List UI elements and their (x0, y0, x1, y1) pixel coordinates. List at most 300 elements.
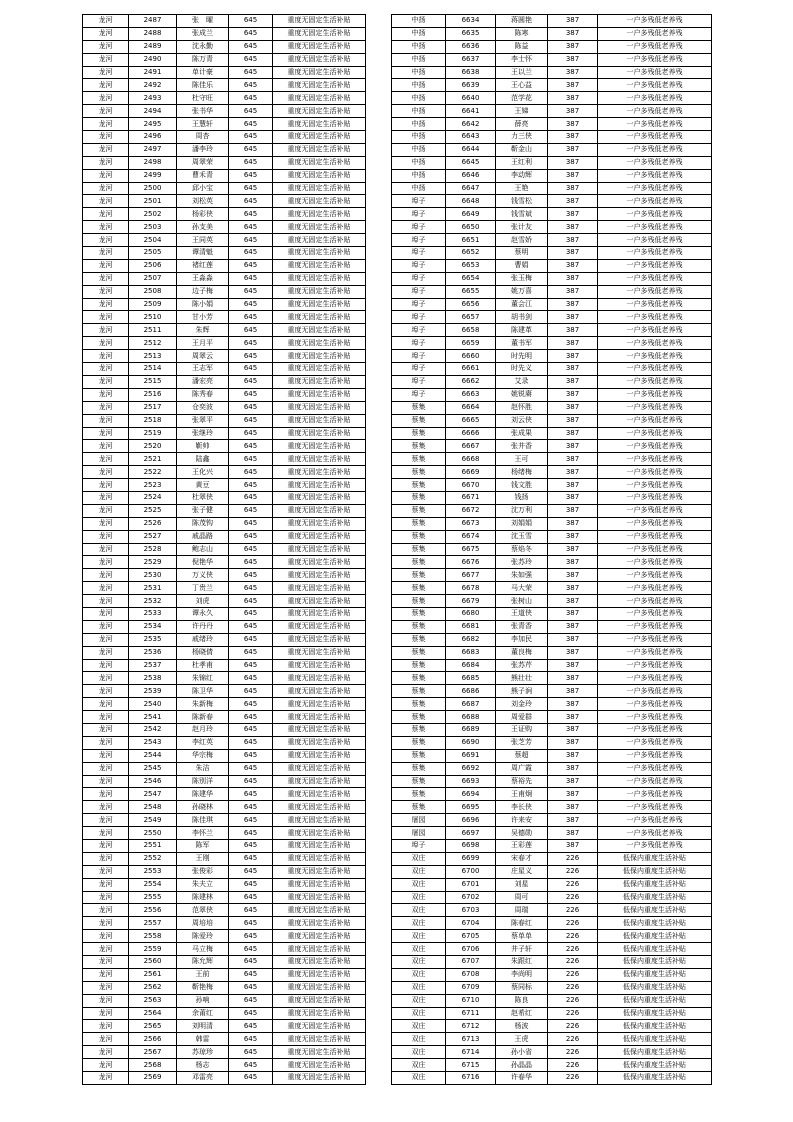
table-row (392, 118, 712, 131)
category-cell: 一户多残低老养残 (598, 453, 712, 466)
town-cell: 蔡集 (392, 607, 446, 620)
amount-cell: 387 (548, 672, 598, 685)
serial-cell: 6655 (446, 285, 496, 298)
name-cell: 谭永久 (177, 607, 229, 620)
serial-cell: 2490 (129, 53, 177, 66)
town-cell: 蔡集 (392, 633, 446, 646)
name-cell: 周培培 (177, 917, 229, 930)
category-cell: 重度无固定生活补贴 (273, 659, 366, 672)
town-cell: 蔡集 (392, 440, 446, 453)
town-cell: 龙河 (83, 517, 129, 530)
amount-cell: 387 (548, 607, 598, 620)
town-cell: 龙河 (83, 981, 129, 994)
table-row (83, 582, 366, 595)
amount-cell: 645 (229, 466, 273, 479)
amount-cell: 387 (548, 711, 598, 724)
amount-cell: 645 (229, 620, 273, 633)
name-cell: 杨志 (177, 1059, 229, 1072)
serial-cell: 6679 (446, 595, 496, 608)
town-cell: 龙河 (83, 556, 129, 569)
serial-cell: 6708 (446, 968, 496, 981)
name-cell: 胡书剑 (496, 311, 548, 324)
serial-cell: 6666 (446, 427, 496, 440)
name-cell: 张继玲 (177, 427, 229, 440)
category-cell: 一户多残低老养残 (598, 698, 712, 711)
amount-cell: 387 (548, 827, 598, 840)
town-cell: 龙河 (83, 698, 129, 711)
town-cell: 埠子 (392, 234, 446, 247)
town-cell: 双庄 (392, 1059, 446, 1072)
amount-cell: 645 (229, 491, 273, 504)
amount-cell: 645 (229, 247, 273, 260)
amount-cell: 645 (229, 479, 273, 492)
town-cell: 蔡集 (392, 595, 446, 608)
town-cell: 龙河 (83, 401, 129, 414)
serial-cell: 2492 (129, 79, 177, 92)
table-row (392, 569, 712, 582)
name-cell: 朱如强 (496, 569, 548, 582)
town-cell: 龙河 (83, 891, 129, 904)
amount-cell: 645 (229, 595, 273, 608)
town-cell: 龙河 (83, 466, 129, 479)
serial-cell: 6663 (446, 388, 496, 401)
serial-cell: 2499 (129, 169, 177, 182)
town-cell: 埠子 (392, 208, 446, 221)
amount-cell: 645 (229, 105, 273, 118)
serial-cell: 2557 (129, 917, 177, 930)
category-cell: 重度无固定生活补贴 (273, 453, 366, 466)
category-cell: 重度无固定生活补贴 (273, 298, 366, 311)
amount-cell: 226 (548, 865, 598, 878)
serial-cell: 6651 (446, 234, 496, 247)
town-cell: 蔡集 (392, 543, 446, 556)
town-cell: 龙河 (83, 1020, 129, 1033)
serial-cell: 2540 (129, 698, 177, 711)
name-cell: 李士怀 (496, 53, 548, 66)
town-cell: 蔡集 (392, 556, 446, 569)
serial-cell: 6690 (446, 736, 496, 749)
right-table-body (392, 15, 712, 1085)
town-cell: 蔡集 (392, 723, 446, 736)
serial-cell: 2521 (129, 453, 177, 466)
amount-cell: 645 (229, 79, 273, 92)
serial-cell: 2512 (129, 337, 177, 350)
town-cell: 龙河 (83, 685, 129, 698)
table-row (83, 259, 366, 272)
name-cell: 鲍志山 (177, 543, 229, 556)
table-row (83, 195, 366, 208)
amount-cell: 226 (548, 956, 598, 969)
category-cell: 一户多残低老养残 (598, 375, 712, 388)
town-cell: 龙河 (83, 646, 129, 659)
category-cell: 重度无固定生活补贴 (273, 891, 366, 904)
name-cell: 时先义 (496, 363, 548, 376)
amount-cell: 387 (548, 40, 598, 53)
serial-cell: 6641 (446, 105, 496, 118)
town-cell: 龙河 (83, 272, 129, 285)
amount-cell: 645 (229, 891, 273, 904)
serial-cell: 6648 (446, 195, 496, 208)
name-cell: 李长侠 (496, 801, 548, 814)
town-cell: 龙河 (83, 1059, 129, 1072)
serial-cell: 6714 (446, 1046, 496, 1059)
town-cell: 双庄 (392, 994, 446, 1007)
table-row (83, 788, 366, 801)
serial-cell: 6643 (446, 131, 496, 144)
name-cell: 李怀兰 (177, 827, 229, 840)
serial-cell: 2526 (129, 517, 177, 530)
serial-cell: 2531 (129, 582, 177, 595)
category-cell: 一户多残低老养残 (598, 79, 712, 92)
amount-cell: 387 (548, 350, 598, 363)
name-cell: 曹娟 (496, 259, 548, 272)
serial-cell: 2510 (129, 311, 177, 324)
serial-cell: 2500 (129, 182, 177, 195)
table-row (83, 904, 366, 917)
name-cell: 陈佳琪 (177, 814, 229, 827)
serial-cell: 2553 (129, 865, 177, 878)
name-cell: 王艳 (496, 182, 548, 195)
table-row (392, 324, 712, 337)
table-row (392, 363, 712, 376)
table-row (392, 388, 712, 401)
table-row (83, 1046, 366, 1059)
serial-cell: 2511 (129, 324, 177, 337)
serial-cell: 6657 (446, 311, 496, 324)
amount-cell: 387 (548, 569, 598, 582)
amount-cell: 226 (548, 852, 598, 865)
serial-cell: 2493 (129, 92, 177, 105)
serial-cell: 2516 (129, 388, 177, 401)
serial-cell: 2569 (129, 1072, 177, 1085)
name-cell: 万义侠 (177, 569, 229, 582)
amount-cell: 226 (548, 917, 598, 930)
town-cell: 龙河 (83, 259, 129, 272)
serial-cell: 2541 (129, 711, 177, 724)
table-row (83, 827, 366, 840)
amount-cell: 645 (229, 569, 273, 582)
name-cell: 张井香 (496, 440, 548, 453)
amount-cell: 645 (229, 801, 273, 814)
town-cell: 双庄 (392, 1072, 446, 1085)
table-row (83, 1020, 366, 1033)
serial-cell: 6658 (446, 324, 496, 337)
amount-cell: 387 (548, 79, 598, 92)
amount-cell: 226 (548, 930, 598, 943)
amount-cell: 387 (548, 543, 598, 556)
name-cell: 杜孝甫 (177, 659, 229, 672)
serial-cell: 2527 (129, 530, 177, 543)
category-cell: 一户多残低老养残 (598, 182, 712, 195)
town-cell: 埠子 (392, 272, 446, 285)
amount-cell: 645 (229, 981, 273, 994)
serial-cell: 6665 (446, 414, 496, 427)
name-cell: 张苏玲 (496, 556, 548, 569)
serial-cell: 6684 (446, 659, 496, 672)
serial-cell: 6634 (446, 15, 496, 28)
table-row (392, 801, 712, 814)
table-row (83, 324, 366, 337)
category-cell: 重度无固定生活补贴 (273, 956, 366, 969)
amount-cell: 645 (229, 363, 273, 376)
category-cell: 低保内重度生活补贴 (598, 994, 712, 1007)
amount-cell: 226 (548, 1007, 598, 1020)
amount-cell: 387 (548, 736, 598, 749)
table-row (392, 453, 712, 466)
town-cell: 中扬 (392, 15, 446, 28)
category-cell: 重度无固定生活补贴 (273, 569, 366, 582)
table-row (392, 1046, 712, 1059)
town-cell: 蔡集 (392, 479, 446, 492)
name-cell: 李尚明 (496, 968, 548, 981)
category-cell: 一户多残低老养残 (598, 27, 712, 40)
category-cell: 重度无固定生活补贴 (273, 994, 366, 1007)
town-cell: 龙河 (83, 195, 129, 208)
amount-cell: 645 (229, 736, 273, 749)
name-cell: 丁贵兰 (177, 582, 229, 595)
category-cell: 重度无固定生活补贴 (273, 208, 366, 221)
amount-cell: 387 (548, 633, 598, 646)
category-cell: 一户多残低老养残 (598, 208, 712, 221)
table-row (392, 259, 712, 272)
category-cell: 重度无固定生活补贴 (273, 234, 366, 247)
town-cell: 龙河 (83, 337, 129, 350)
table-row (392, 891, 712, 904)
serial-cell: 2508 (129, 285, 177, 298)
amount-cell: 387 (548, 363, 598, 376)
amount-cell: 387 (548, 15, 598, 28)
name-cell: 董良梅 (496, 646, 548, 659)
town-cell: 龙河 (83, 917, 129, 930)
table-row (83, 40, 366, 53)
town-cell: 埠子 (392, 285, 446, 298)
name-cell: 赵怀胜 (496, 401, 548, 414)
name-cell: 许春华 (496, 1072, 548, 1085)
town-cell: 龙河 (83, 530, 129, 543)
name-cell: 孙晓林 (177, 801, 229, 814)
amount-cell: 387 (548, 698, 598, 711)
serial-cell: 2552 (129, 852, 177, 865)
table-row (83, 878, 366, 891)
name-cell: 刘虎 (177, 595, 229, 608)
category-cell: 重度无固定生活补贴 (273, 723, 366, 736)
serial-cell: 2515 (129, 375, 177, 388)
table-row (392, 479, 712, 492)
amount-cell: 645 (229, 723, 273, 736)
town-cell: 龙河 (83, 285, 129, 298)
serial-cell: 6667 (446, 440, 496, 453)
amount-cell: 226 (548, 878, 598, 891)
name-cell: 许来安 (496, 814, 548, 827)
category-cell: 重度无固定生活补贴 (273, 1046, 366, 1059)
name-cell: 张书华 (177, 105, 229, 118)
category-cell: 重度无固定生活补贴 (273, 827, 366, 840)
amount-cell: 387 (548, 453, 598, 466)
serial-cell: 6702 (446, 891, 496, 904)
town-cell: 蔡集 (392, 788, 446, 801)
serial-cell: 2523 (129, 479, 177, 492)
serial-cell: 2495 (129, 118, 177, 131)
category-cell: 一户多残低老养残 (598, 672, 712, 685)
category-cell: 一户多残低老养残 (598, 582, 712, 595)
table-row (392, 698, 712, 711)
category-cell: 一户多残低老养残 (598, 827, 712, 840)
table-row (83, 337, 366, 350)
category-cell: 低保内重度生活补贴 (598, 1059, 712, 1072)
name-cell: 朱新梅 (177, 698, 229, 711)
name-cell: 董会江 (496, 298, 548, 311)
town-cell: 龙河 (83, 182, 129, 195)
table-row (83, 375, 366, 388)
serial-cell: 2556 (129, 904, 177, 917)
name-cell: 刘星 (496, 878, 548, 891)
amount-cell: 645 (229, 1033, 273, 1046)
table-row (392, 247, 712, 260)
name-cell: 赵希红 (496, 1007, 548, 1020)
town-cell: 龙河 (83, 775, 129, 788)
category-cell: 重度无固定生活补贴 (273, 337, 366, 350)
category-cell: 重度无固定生活补贴 (273, 711, 366, 724)
name-cell: 靳帅 (177, 440, 229, 453)
category-cell: 重度无固定生活补贴 (273, 79, 366, 92)
category-cell: 重度无固定生活补贴 (273, 131, 366, 144)
table-row (392, 401, 712, 414)
amount-cell: 645 (229, 711, 273, 724)
category-cell: 一户多残低老养残 (598, 156, 712, 169)
amount-cell: 226 (548, 891, 598, 904)
category-cell: 一户多残低老养残 (598, 775, 712, 788)
table-row (83, 672, 366, 685)
amount-cell: 645 (229, 775, 273, 788)
table-row (83, 466, 366, 479)
serial-cell: 2565 (129, 1020, 177, 1033)
table-row (392, 466, 712, 479)
table-row (392, 814, 712, 827)
table-row (392, 646, 712, 659)
town-cell: 蔡集 (392, 646, 446, 659)
amount-cell: 645 (229, 208, 273, 221)
town-cell: 龙河 (83, 453, 129, 466)
table-row (392, 904, 712, 917)
table-row (83, 956, 366, 969)
amount-cell: 387 (548, 208, 598, 221)
name-cell: 孙响 (177, 994, 229, 1007)
town-cell: 埠子 (392, 375, 446, 388)
table-row (392, 208, 712, 221)
serial-cell: 6640 (446, 92, 496, 105)
town-cell: 龙河 (83, 440, 129, 453)
name-cell: 华宗梅 (177, 749, 229, 762)
category-cell: 重度无固定生活补贴 (273, 388, 366, 401)
serial-cell: 2520 (129, 440, 177, 453)
serial-cell: 6637 (446, 53, 496, 66)
town-cell: 埠子 (392, 324, 446, 337)
category-cell: 一户多残低老养残 (598, 414, 712, 427)
name-cell: 陈建华 (177, 788, 229, 801)
name-cell: 王同英 (177, 234, 229, 247)
town-cell: 龙河 (83, 427, 129, 440)
category-cell: 一户多残低老养残 (598, 105, 712, 118)
town-cell: 双庄 (392, 1033, 446, 1046)
serial-cell: 6653 (446, 259, 496, 272)
table-row (392, 917, 712, 930)
category-cell: 重度无固定生活补贴 (273, 1020, 366, 1033)
amount-cell: 387 (548, 595, 598, 608)
town-cell: 蔡集 (392, 401, 446, 414)
serial-cell: 2530 (129, 569, 177, 582)
name-cell: 王志军 (177, 363, 229, 376)
serial-cell: 2533 (129, 607, 177, 620)
town-cell: 龙河 (83, 15, 129, 28)
category-cell: 重度无固定生活补贴 (273, 672, 366, 685)
amount-cell: 226 (548, 904, 598, 917)
amount-cell: 645 (229, 401, 273, 414)
amount-cell: 645 (229, 1007, 273, 1020)
table-row (83, 723, 366, 736)
name-cell: 马大荣 (496, 582, 548, 595)
town-cell: 蔡集 (392, 749, 446, 762)
serial-cell: 6703 (446, 904, 496, 917)
serial-cell: 6698 (446, 840, 496, 853)
table-row (392, 685, 712, 698)
amount-cell: 387 (548, 427, 598, 440)
serial-cell: 6695 (446, 801, 496, 814)
town-cell: 龙河 (83, 169, 129, 182)
table-row (392, 607, 712, 620)
name-cell: 马立梅 (177, 943, 229, 956)
serial-cell: 2494 (129, 105, 177, 118)
table-row (392, 517, 712, 530)
serial-cell: 6706 (446, 943, 496, 956)
serial-cell: 2503 (129, 221, 177, 234)
serial-cell: 6709 (446, 981, 496, 994)
table-row (83, 92, 366, 105)
amount-cell: 387 (548, 801, 598, 814)
name-cell: 苏琼珍 (177, 1046, 229, 1059)
table-row (83, 363, 366, 376)
name-cell: 张成果 (496, 427, 548, 440)
serial-cell: 6700 (446, 865, 496, 878)
category-cell: 低保内重度生活补贴 (598, 878, 712, 891)
serial-cell: 2560 (129, 956, 177, 969)
serial-cell: 6682 (446, 633, 496, 646)
table-row (83, 118, 366, 131)
category-cell: 低保内重度生活补贴 (598, 904, 712, 917)
name-cell: 钱雪松 (496, 195, 548, 208)
table-row (83, 401, 366, 414)
amount-cell: 645 (229, 517, 273, 530)
amount-cell: 645 (229, 917, 273, 930)
amount-cell: 645 (229, 440, 273, 453)
amount-cell: 645 (229, 1059, 273, 1072)
town-cell: 龙河 (83, 865, 129, 878)
town-cell: 龙河 (83, 298, 129, 311)
category-cell: 重度无固定生活补贴 (273, 607, 366, 620)
category-cell: 一户多残低老养残 (598, 272, 712, 285)
category-cell: 重度无固定生活补贴 (273, 878, 366, 891)
category-cell: 一户多残低老养残 (598, 543, 712, 556)
table-row (83, 105, 366, 118)
amount-cell: 645 (229, 1020, 273, 1033)
town-cell: 龙河 (83, 801, 129, 814)
serial-cell: 6672 (446, 504, 496, 517)
name-cell: 熊子涧 (496, 685, 548, 698)
table-row (392, 156, 712, 169)
serial-cell: 6644 (446, 143, 496, 156)
table-row (392, 375, 712, 388)
category-cell: 低保内重度生活补贴 (598, 956, 712, 969)
town-cell: 龙河 (83, 40, 129, 53)
